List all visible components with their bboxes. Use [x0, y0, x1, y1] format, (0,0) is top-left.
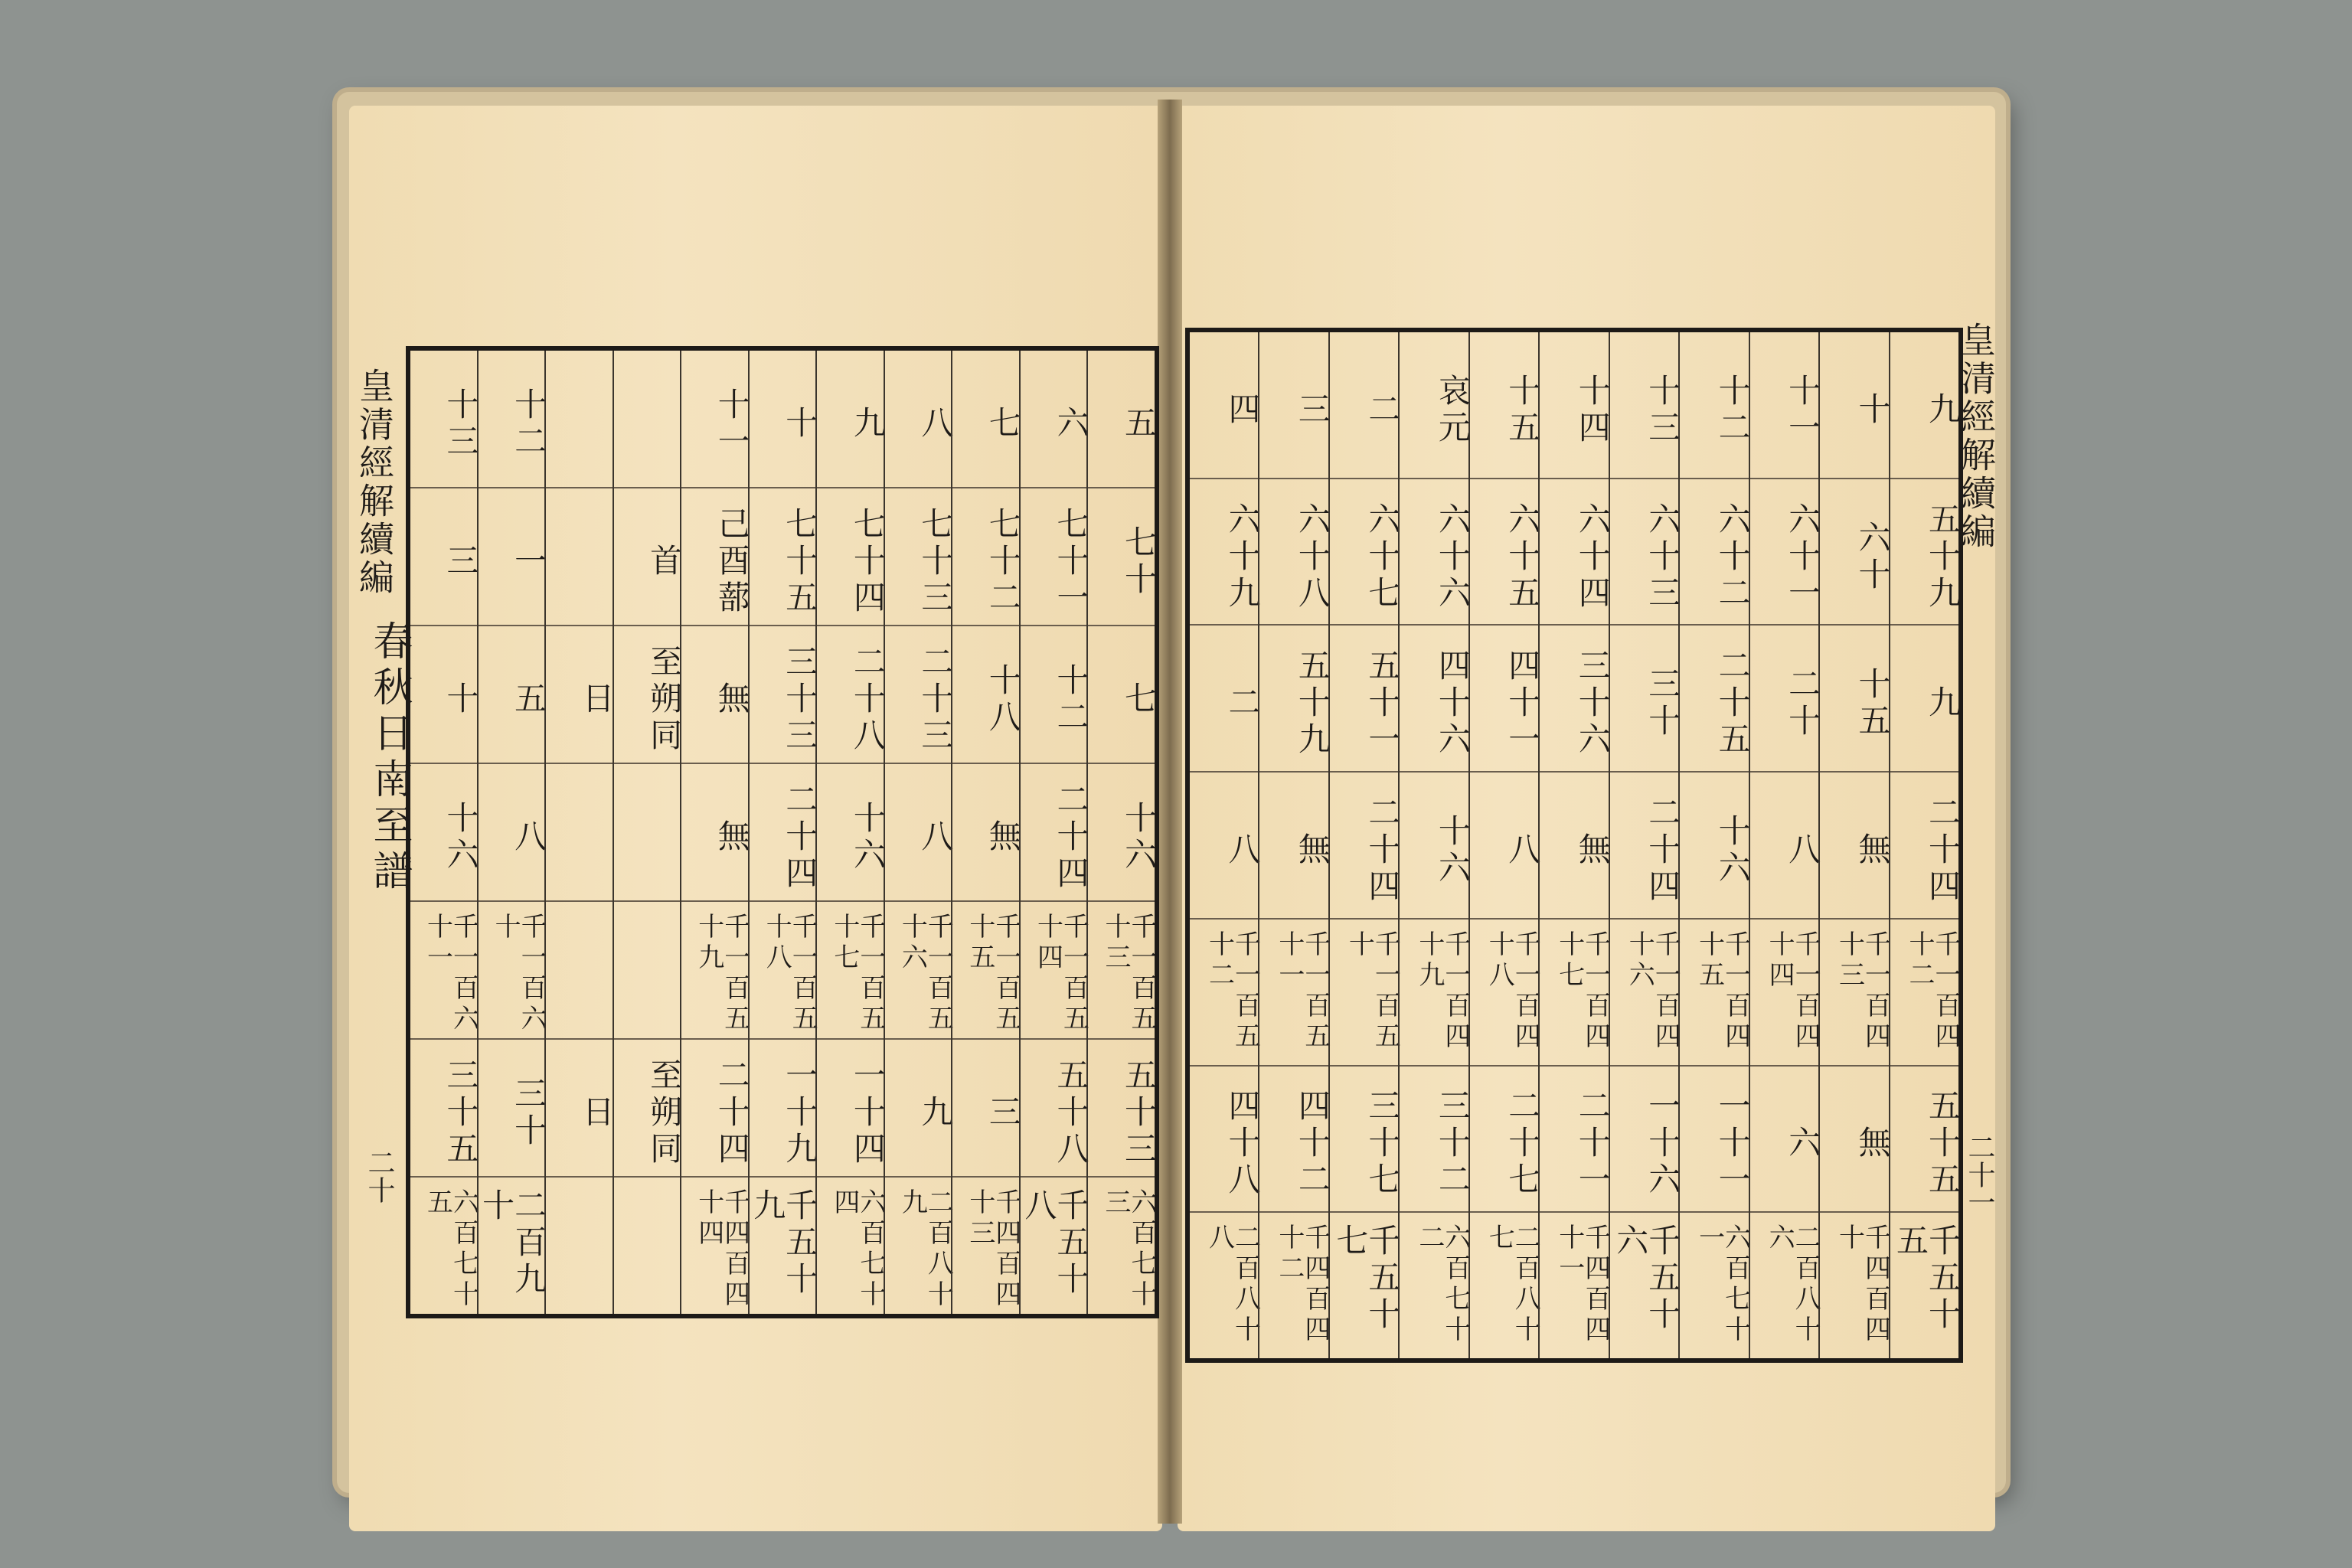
- right-table-column: [1889, 332, 1962, 1358]
- right-table-cell: 六十九: [1190, 479, 1258, 626]
- right-table-cell: 千一百四十九: [1400, 920, 1468, 1067]
- left-table-cell: 九: [817, 351, 884, 488]
- right-table-cell: 千一百四十七: [1540, 920, 1608, 1067]
- right-margin-title: 皇清經解續編: [1955, 322, 1997, 551]
- left-table-cell: 無: [952, 764, 1019, 902]
- right-table-cell: 無: [1820, 1067, 1888, 1214]
- left-table-cell: 六百七十四: [828, 1188, 886, 1311]
- left-table-cell: 十一: [681, 351, 748, 488]
- right-table-cell: 九: [1890, 332, 1958, 479]
- right-table-cell: 哀元: [1400, 332, 1468, 479]
- left-table-column: [815, 351, 887, 1314]
- right-table-column: [1609, 332, 1682, 1358]
- left-table-cell: 二百八十九: [897, 1188, 954, 1311]
- right-table-cell: 無: [1540, 773, 1608, 920]
- left-table-cell: 千一百五十三: [1088, 902, 1155, 1040]
- left-table-cell: 二十八: [817, 626, 884, 764]
- right-table-cell: 千一百五十二: [1190, 920, 1258, 1067]
- left-table-cell: 十八: [952, 626, 1019, 764]
- left-table-cell: 八: [479, 764, 545, 902]
- left-table-cell: 二十三: [885, 626, 952, 764]
- left-table-cell: 十六: [1088, 764, 1155, 902]
- right-table-cell: 二十四: [1330, 773, 1398, 920]
- left-table-cell: 千四百四十三: [964, 1188, 1021, 1311]
- right-table-cell: 三十七: [1330, 1067, 1398, 1214]
- right-table-cell: 五十五: [1890, 1067, 1958, 1214]
- left-table-cell: 二十四: [681, 1040, 748, 1178]
- left-table-cell: 七十一: [1021, 488, 1087, 626]
- right-table-cell: 六十八: [1259, 479, 1328, 626]
- left-table-cell: [546, 902, 612, 1040]
- left-table-cell: 千一百六十一: [410, 902, 477, 1040]
- right-table-cell: 千一百四十二: [1890, 920, 1958, 1067]
- right-table-column: [1398, 332, 1472, 1358]
- right-table-cell: 五十九: [1890, 479, 1958, 626]
- right-table-cell: 三十: [1610, 626, 1678, 773]
- right-table-cell: 二百八十八: [1204, 1223, 1261, 1347]
- right-table-cell: 二十四: [1890, 773, 1958, 920]
- left-table-cell: 十二: [1021, 626, 1087, 764]
- left-table-column: [884, 351, 955, 1314]
- left-table-cell: 二十四: [750, 764, 816, 902]
- right-table-cell: 六十六: [1400, 479, 1468, 626]
- right-table-cell: 五十一: [1330, 626, 1398, 773]
- left-table-cell: 己酉蔀: [681, 488, 748, 626]
- right-table-column: [1190, 332, 1262, 1358]
- left-table-column: [410, 351, 480, 1314]
- left-table-cell: 七十三: [885, 488, 952, 626]
- left-calendar-table: [406, 346, 1159, 1318]
- left-table-cell: 十二: [479, 351, 545, 488]
- right-table-column: [1818, 332, 1892, 1358]
- left-table-column: [951, 351, 1022, 1314]
- right-table-cell: 二: [1190, 626, 1258, 773]
- left-table-cell: 千一百五十八: [750, 902, 816, 1040]
- right-table-cell: 十三: [1610, 332, 1678, 479]
- left-table-column: [1019, 351, 1090, 1314]
- right-table-cell: 千五十五: [1892, 1223, 1962, 1334]
- right-table-column: [1678, 332, 1752, 1358]
- left-table-cell: 千一百五十五: [952, 902, 1019, 1040]
- book-spine: [1158, 100, 1182, 1524]
- left-table-cell: [614, 902, 681, 1040]
- right-table-cell: 三十六: [1540, 626, 1608, 773]
- left-table-cell: 千一百六十: [479, 902, 545, 1040]
- left-table-cell: 六: [1021, 351, 1087, 488]
- left-table-cell: 六百七十三: [1100, 1188, 1157, 1311]
- left-table-cell: 一十九: [750, 1040, 816, 1178]
- left-table-cell: 千一百五十七: [817, 902, 884, 1040]
- left-table-cell: 十: [410, 626, 477, 764]
- left-table-cell: 八: [885, 764, 952, 902]
- right-table-cell: 千一百五十一: [1259, 920, 1328, 1067]
- right-table-cell: 六百七十二: [1413, 1223, 1471, 1347]
- left-table-column: [477, 351, 548, 1314]
- right-table-cell: 十二: [1680, 332, 1748, 479]
- left-table-cell: 千四百四十四: [693, 1188, 750, 1311]
- right-table-cell: 四十八: [1190, 1067, 1258, 1214]
- left-table-cell: 十六: [410, 764, 477, 902]
- left-table-cell: 無: [681, 626, 748, 764]
- right-table-cell: 六百七十一: [1694, 1223, 1751, 1347]
- right-table-cell: 千一百四十三: [1820, 920, 1888, 1067]
- left-table-cell: 三: [952, 1040, 1019, 1178]
- left-table-cell: 一: [479, 488, 545, 626]
- right-calendar-table: [1185, 328, 1963, 1363]
- right-table-cell: 一十一: [1680, 1067, 1748, 1214]
- right-table-cell: 八: [1190, 773, 1258, 920]
- left-table-cell: 一十四: [817, 1040, 884, 1178]
- left-table-cell: [546, 1178, 612, 1314]
- right-table-cell: 四十六: [1400, 626, 1468, 773]
- left-table-cell: 七: [1088, 626, 1155, 764]
- right-table-column: [1468, 332, 1542, 1358]
- right-table-cell: 千五十七: [1331, 1223, 1402, 1334]
- left-table-column: [748, 351, 819, 1314]
- left-table-cell: 十: [750, 351, 816, 488]
- left-table-cell: 九: [885, 1040, 952, 1178]
- right-table-cell: 二十四: [1610, 773, 1678, 920]
- right-table-cell: 六: [1750, 1067, 1818, 1214]
- right-table-cell: 四十二: [1259, 1067, 1328, 1214]
- right-table-column: [1258, 332, 1331, 1358]
- left-table-cell: 八: [885, 351, 952, 488]
- right-table-cell: 二十一: [1540, 1067, 1608, 1214]
- left-table-cell: 十三: [410, 351, 477, 488]
- right-table-cell: 十六: [1400, 773, 1468, 920]
- right-table-cell: 十六: [1680, 773, 1748, 920]
- right-table-cell: 二: [1330, 332, 1398, 479]
- left-table-column: [680, 351, 751, 1314]
- left-table-cell: 三十五: [410, 1040, 477, 1178]
- left-table-cell: 五: [1088, 351, 1155, 488]
- left-table-cell: 至朔同: [614, 1040, 681, 1178]
- right-table-cell: 千四百四十: [1834, 1223, 1891, 1347]
- left-table-cell: [614, 351, 681, 488]
- right-table-cell: 八: [1470, 773, 1538, 920]
- right-table-cell: 六十三: [1610, 479, 1678, 626]
- left-table-cell: 五: [479, 626, 545, 764]
- left-table-cell: 千一百五十六: [885, 902, 952, 1040]
- left-table-cell: 至朔同: [614, 626, 681, 764]
- right-table-cell: 十四: [1540, 332, 1608, 479]
- left-table-cell: 無: [681, 764, 748, 902]
- right-table-cell: 二十五: [1680, 626, 1748, 773]
- left-table-cell: 二百九十: [478, 1188, 548, 1298]
- right-table-cell: 六十五: [1470, 479, 1538, 626]
- left-table-cell: 首: [614, 488, 681, 626]
- right-table-cell: 六十一: [1750, 479, 1818, 626]
- left-table-cell: 六百七十五: [422, 1188, 479, 1311]
- right-table-cell: 千一百四十五: [1680, 920, 1748, 1067]
- left-table-cell: 千一百五十九: [681, 902, 748, 1040]
- left-table-cell: [614, 1178, 681, 1314]
- left-table-cell: 七十: [1088, 488, 1155, 626]
- right-table-cell: 十一: [1750, 332, 1818, 479]
- right-table-cell: 十五: [1820, 626, 1888, 773]
- left-table-cell: 二十四: [1021, 764, 1087, 902]
- left-table-cell: [546, 764, 612, 902]
- right-table-cell: 四: [1190, 332, 1258, 479]
- right-table-cell: 千一百五十: [1330, 920, 1398, 1067]
- right-table-cell: 十: [1820, 332, 1888, 479]
- left-table-column: [544, 351, 616, 1314]
- right-table-cell: 無: [1259, 773, 1328, 920]
- right-table-cell: 四十一: [1470, 626, 1538, 773]
- left-table-column: [612, 351, 684, 1314]
- right-table-cell: 千五十六: [1612, 1223, 1682, 1334]
- left-table-cell: 七十二: [952, 488, 1019, 626]
- right-table-cell: 千一百四十八: [1470, 920, 1538, 1067]
- left-table-cell: 七十五: [750, 488, 816, 626]
- right-table-cell: 三: [1259, 332, 1328, 479]
- left-table-cell: [614, 764, 681, 902]
- right-table-cell: 二百八十六: [1764, 1223, 1821, 1347]
- left-table-cell: 五十八: [1021, 1040, 1087, 1178]
- left-table-cell: 日: [546, 1040, 612, 1178]
- left-table-cell: [546, 488, 612, 626]
- right-table-cell: 五十九: [1259, 626, 1328, 773]
- right-table-column: [1328, 332, 1402, 1358]
- left-table-cell: 十六: [817, 764, 884, 902]
- right-table-cell: 六十二: [1680, 479, 1748, 626]
- right-table-cell: 無: [1820, 773, 1888, 920]
- left-table-cell: 七十四: [817, 488, 884, 626]
- right-table-cell: 千四百四十二: [1273, 1223, 1331, 1347]
- left-table-cell: 三十: [479, 1040, 545, 1178]
- right-table-cell: 八: [1750, 773, 1818, 920]
- right-table-cell: 二十七: [1470, 1067, 1538, 1214]
- right-table-cell: 六十七: [1330, 479, 1398, 626]
- left-table-cell: 千一百五十四: [1021, 902, 1087, 1040]
- left-table-cell: [546, 351, 612, 488]
- right-table-cell: 二十: [1750, 626, 1818, 773]
- left-table-cell: 三: [410, 488, 477, 626]
- right-table-cell: 千四百四十一: [1553, 1223, 1611, 1347]
- left-margin-subtitle: 春秋日南至譜: [366, 620, 412, 896]
- right-table-cell: 三十二: [1400, 1067, 1468, 1214]
- left-table-cell: 千五十九: [749, 1188, 819, 1298]
- right-table-cell: 六十四: [1540, 479, 1608, 626]
- right-table-column: [1538, 332, 1612, 1358]
- left-table-column: [1086, 351, 1158, 1314]
- right-table-cell: 十五: [1470, 332, 1538, 479]
- left-table-cell: 五十三: [1088, 1040, 1155, 1178]
- right-table-cell: 二百八十七: [1484, 1223, 1541, 1347]
- left-margin-title: 皇清經解續編: [354, 368, 395, 597]
- right-table-cell: 一十六: [1610, 1067, 1678, 1214]
- right-table-column: [1749, 332, 1822, 1358]
- left-table-cell: 千五十八: [1020, 1188, 1090, 1298]
- right-page-number: 二十一: [1964, 1133, 1995, 1216]
- left-table-cell: 三十三: [750, 626, 816, 764]
- right-table-cell: 九: [1890, 626, 1958, 773]
- left-page-number: 二十: [364, 1148, 395, 1204]
- right-table-cell: 千一百四十四: [1750, 920, 1818, 1067]
- right-table-cell: 千一百四十六: [1610, 920, 1678, 1067]
- left-table-cell: 七: [952, 351, 1019, 488]
- left-table-cell: 日: [546, 626, 612, 764]
- right-table-cell: 六十: [1820, 479, 1888, 626]
